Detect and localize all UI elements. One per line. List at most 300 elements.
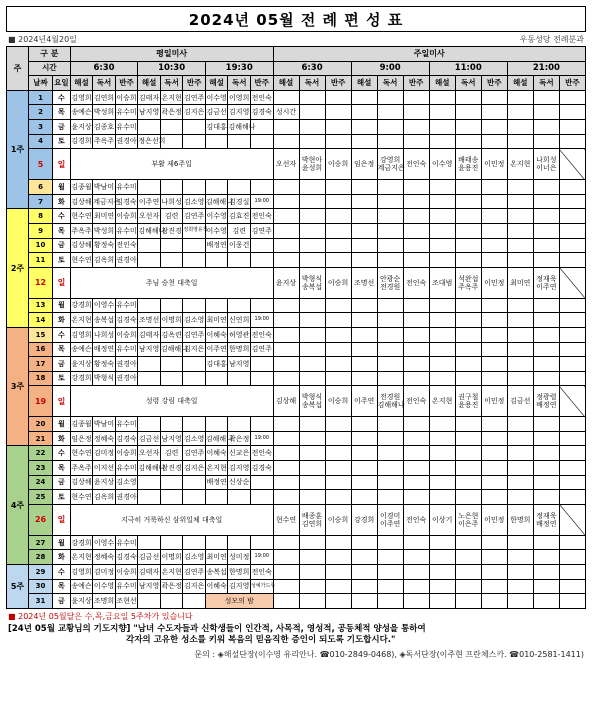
empty-cell: [351, 238, 377, 253]
minister-cell: 임은정: [70, 431, 93, 446]
empty-cell: [325, 180, 351, 195]
empty-cell: [351, 550, 377, 565]
dow-cell: 토: [53, 490, 71, 505]
empty-cell: [429, 475, 455, 490]
date-cell: 9: [28, 223, 52, 238]
minister-cell: 김영희: [70, 565, 93, 580]
empty-cell: [455, 535, 481, 550]
minister-cell: [138, 180, 161, 195]
minister-cell: [228, 180, 251, 195]
empty-cell: [559, 565, 585, 580]
minister-cell: 이수영: [205, 223, 228, 238]
minister-cell: [183, 180, 206, 195]
reader-pair-cell: [377, 504, 403, 535]
role-header: 반주: [403, 76, 429, 91]
empty-cell: [533, 194, 559, 209]
empty-cell: [559, 223, 585, 238]
empty-cell: [533, 565, 559, 580]
empty-cell: [429, 446, 455, 461]
date-cell: 18: [28, 371, 52, 386]
table-row: [7, 594, 586, 609]
empty-cell: [377, 119, 403, 134]
minister-cell: 이수영: [93, 579, 116, 594]
dow-cell: 화: [53, 313, 71, 328]
reader-name: 배종훈: [301, 511, 323, 520]
dow-cell: 금: [53, 594, 71, 609]
minister-cell: 윤지상: [273, 267, 299, 298]
minister-cell: 이혜숙: [205, 579, 228, 594]
minister-cell: 온지현: [160, 565, 183, 580]
minister-cell: 이주연: [138, 194, 161, 209]
minister-cell: [250, 475, 273, 490]
empty-cell: [351, 490, 377, 505]
minister-cell: 유수미: [115, 119, 138, 134]
empty-cell: [273, 313, 299, 328]
minister-cell: 김지영: [228, 461, 251, 476]
organization: 우동성당 전례분과: [519, 34, 584, 44]
empty-cell: [533, 446, 559, 461]
minister-cell: [183, 298, 206, 313]
empty-cell: [559, 313, 585, 328]
minister-cell: [183, 535, 206, 550]
minister-cell: 현수연: [273, 504, 299, 535]
minister-cell: [250, 253, 273, 268]
minister-cell: 권경아: [115, 134, 138, 149]
empty-cell: [351, 105, 377, 120]
empty-cell: [481, 475, 507, 490]
reader-pair-cell: [377, 149, 403, 180]
reader-name: 이너은: [536, 164, 557, 173]
minister-cell: 송예슨: [70, 105, 93, 120]
minister-cell: [138, 490, 161, 505]
empty-cell: [429, 565, 455, 580]
empty-cell: [559, 194, 585, 209]
reader-name: 윤성희: [301, 164, 323, 173]
week-label: 1주: [7, 90, 29, 209]
feast-name: 성령 강림 대축일: [70, 386, 273, 417]
empty-cell: [533, 342, 559, 357]
empty-cell: [377, 565, 403, 580]
reader-name: 김연희: [301, 519, 323, 528]
empty-cell: [455, 342, 481, 357]
minister-cell: 송복섭: [205, 565, 228, 580]
minister-cell: 김태자: [138, 90, 161, 105]
sunday-mass-header: 주일미사: [273, 47, 586, 62]
minister-cell: 온지현: [429, 386, 455, 417]
empty-cell: [403, 342, 429, 357]
empty-cell: [533, 119, 559, 134]
empty-cell: [351, 342, 377, 357]
reader-name: 배태송: [458, 156, 479, 165]
minister-cell: [250, 490, 273, 505]
minister-cell: 이수영: [429, 149, 455, 180]
empty-cell: [481, 253, 507, 268]
date-cell: 10: [28, 238, 52, 253]
empty-cell: [429, 134, 455, 149]
empty-cell: [481, 313, 507, 328]
minister-cell: 신연희: [228, 313, 251, 328]
dow-cell: 수: [53, 327, 71, 342]
role-header: 반주: [325, 76, 351, 91]
empty-cell: [299, 550, 325, 565]
prayer-line-2: 각자의 고유한 성소를 키워 복음의 믿음직한 증인이 되도록 기도합시다.": [126, 635, 396, 646]
minister-cell: 윤지상: [70, 594, 93, 609]
empty-cell: [325, 371, 351, 386]
empty-cell: [377, 357, 403, 372]
dow-cell: 금: [53, 119, 71, 134]
prayer-intention: [8, 624, 584, 647]
empty-cell: [377, 105, 403, 120]
minister-cell: [205, 490, 228, 505]
minister-cell: 김해해나: [205, 431, 228, 446]
date-cell: 19: [28, 386, 52, 417]
empty-cell: [273, 446, 299, 461]
minister-cell: [183, 238, 206, 253]
empty-cell: [429, 461, 455, 476]
minister-cell: 김지은: [183, 105, 206, 120]
minister-cell: [228, 298, 251, 313]
empty-cell: [507, 119, 533, 134]
date-col-header: 날짜: [28, 76, 52, 91]
empty-cell: [325, 119, 351, 134]
empty-cell: [351, 579, 377, 594]
empty-cell: [429, 417, 455, 432]
empty-cell: [403, 535, 429, 550]
week-label: 3주: [7, 327, 29, 446]
dow-cell: 목: [53, 105, 71, 120]
empty-cell: [325, 194, 351, 209]
minister-cell: 전인숙: [403, 504, 429, 535]
minister-cell: 이혜숙: [205, 327, 228, 342]
empty-cell: [351, 298, 377, 313]
dow-cell: 목: [53, 223, 71, 238]
minister-cell: 김옥련: [160, 327, 183, 342]
empty-cell: [429, 223, 455, 238]
role-header: 반주: [115, 76, 138, 91]
empty-cell: [533, 431, 559, 446]
minister-cell: 박성희: [93, 223, 116, 238]
minister-cell: 이주연: [351, 386, 377, 417]
minister-cell: 이웅건: [228, 238, 251, 253]
meta-row: [6, 32, 586, 46]
minister-cell: 김지은: [183, 579, 206, 594]
empty-cell: [481, 550, 507, 565]
empty-cell: [559, 209, 585, 224]
minister-cell: 권경아: [115, 490, 138, 505]
empty-cell: [481, 371, 507, 386]
dow-cell: 토: [53, 253, 71, 268]
empty-cell: [273, 238, 299, 253]
minister-cell: 윤지상: [93, 475, 116, 490]
table-row: [7, 267, 586, 298]
empty-cell: [273, 90, 299, 105]
minister-cell: 송복섭: [93, 313, 116, 328]
empty-cell: [273, 223, 299, 238]
weekday-time: 10:30: [138, 61, 206, 76]
empty-cell: [429, 431, 455, 446]
minister-cell: 조현선: [115, 594, 138, 609]
empty-cell: [325, 298, 351, 313]
minister-cell: 김지영: [228, 105, 251, 120]
reader-name: 석완섭: [458, 274, 479, 283]
date-cell: 24: [28, 475, 52, 490]
reader-name: 이은주: [458, 519, 479, 528]
role-header: 독서: [228, 76, 251, 91]
empty-cell: [481, 105, 507, 120]
empty-cell: [325, 535, 351, 550]
minister-cell: [183, 371, 206, 386]
empty-cell: [325, 253, 351, 268]
minister-cell: 김경숙: [250, 461, 273, 476]
empty-cell: [481, 461, 507, 476]
minister-cell: 이주연: [205, 342, 228, 357]
empty-cell: [403, 446, 429, 461]
minister-cell: 나희성: [93, 327, 116, 342]
minister-cell: 강경희: [70, 535, 93, 550]
role-header: 반주: [183, 76, 206, 91]
empty-cell: [559, 253, 585, 268]
minister-cell: 오선자: [138, 209, 161, 224]
empty-cell: [377, 490, 403, 505]
reader-pair-cell: [377, 386, 403, 417]
empty-cell: [299, 90, 325, 105]
empty-cell: [325, 431, 351, 446]
minister-cell: [160, 535, 183, 550]
table-row: [7, 253, 586, 268]
empty-cell: [273, 535, 299, 550]
week-label: 2주: [7, 209, 29, 328]
empty-cell: [351, 327, 377, 342]
empty-cell: [507, 461, 533, 476]
minister-cell: 이수영: [205, 209, 228, 224]
minister-cell: [160, 490, 183, 505]
minister-cell: 이혜숙: [205, 446, 228, 461]
minister-cell: [205, 417, 228, 432]
empty-cell: [481, 417, 507, 432]
empty-cell: [533, 490, 559, 505]
empty-cell: [455, 550, 481, 565]
empty-cell: [507, 446, 533, 461]
empty-cell: [325, 550, 351, 565]
dow-cell: 일: [53, 386, 71, 417]
minister-cell: 이영희: [228, 90, 251, 105]
empty-cell: [325, 490, 351, 505]
empty-cell: [481, 342, 507, 357]
minister-cell: 김금선: [205, 105, 228, 120]
empty-cell: [507, 371, 533, 386]
empty-cell: [559, 550, 585, 565]
weekday-time: 6:30: [70, 61, 138, 76]
minister-cell: 이승희: [115, 327, 138, 342]
reader-name: 권구철: [458, 393, 479, 402]
minister-cell: 이승희: [115, 565, 138, 580]
minister-cell: 전인숙: [250, 209, 273, 224]
date-cell: 1: [28, 90, 52, 105]
empty-cell: [429, 535, 455, 550]
prayer-line-1: [24년 05월 교황님의 기도지향] "남녀 수도자들과 신학생들이 인간적, 사목적, 영성적, 공동체적 양성을 통하여: [8, 623, 426, 634]
empty-cell: [455, 223, 481, 238]
empty-cell: [351, 313, 377, 328]
minister-cell: 김경실: [228, 194, 251, 209]
role-header: 반주: [559, 76, 585, 91]
empty-cell: [299, 565, 325, 580]
reader-name: 전경원: [379, 393, 401, 402]
empty-cell: [325, 313, 351, 328]
empty-cell: [351, 371, 377, 386]
empty-cell: [455, 238, 481, 253]
minister-cell: 김연주: [183, 327, 206, 342]
empty-cell: [429, 180, 455, 195]
minister-cell: 온지현: [160, 90, 183, 105]
dow-cell: 목: [53, 342, 71, 357]
date-cell: 4: [28, 134, 52, 149]
empty-cell: [403, 417, 429, 432]
empty-cell: [377, 579, 403, 594]
minister-cell: 김영희: [70, 327, 93, 342]
empty-cell: [299, 194, 325, 209]
empty-cell: [507, 535, 533, 550]
minister-cell: 배정연: [205, 475, 228, 490]
empty-cell: [325, 461, 351, 476]
date-cell: 23: [28, 461, 52, 476]
reader-pair-cell: [299, 267, 325, 298]
date-cell: 11: [28, 253, 52, 268]
empty-cell: [455, 253, 481, 268]
minister-cell: 송예슨: [70, 342, 93, 357]
minister-cell: 김연주: [183, 209, 206, 224]
minister-cell: 이승희: [115, 209, 138, 224]
empty-cell: [299, 490, 325, 505]
empty-cell: [533, 238, 559, 253]
empty-cell: [455, 431, 481, 446]
minister-cell: 정은선희: [138, 134, 161, 149]
empty-cell: [455, 194, 481, 209]
table-row: [7, 550, 586, 565]
minister-cell: [183, 253, 206, 268]
minister-cell: 이민정: [481, 386, 507, 417]
minister-cell: 이민정: [481, 504, 507, 535]
empty-cell: [377, 371, 403, 386]
minister-cell: 성예가드루: [250, 579, 273, 594]
empty-cell: [559, 594, 585, 609]
minister-cell: 김경숙: [115, 313, 138, 328]
empty-cell: [507, 223, 533, 238]
dow-cell: 수: [53, 446, 71, 461]
empty-cell: [403, 313, 429, 328]
empty-cell: [403, 223, 429, 238]
minister-cell: [160, 238, 183, 253]
empty-cell: [429, 313, 455, 328]
minister-cell: [160, 119, 183, 134]
minister-cell: [205, 298, 228, 313]
empty-cell: [325, 238, 351, 253]
minister-cell: 주옥주: [70, 461, 93, 476]
empty-cell: [351, 180, 377, 195]
empty-cell: [325, 223, 351, 238]
empty-cell: [325, 209, 351, 224]
empty-cell: [351, 417, 377, 432]
minister-cell: 최미연: [507, 267, 533, 298]
empty-cell: [533, 579, 559, 594]
role-header: 해설: [351, 76, 377, 91]
empty-cell: [273, 253, 299, 268]
minister-cell: 허영관: [228, 327, 251, 342]
reader-name: 김해해나: [377, 401, 405, 410]
empty-cell: [559, 535, 585, 550]
empty-cell: [299, 579, 325, 594]
empty-cell: [351, 253, 377, 268]
minister-cell: 19:00: [250, 313, 273, 328]
minister-cell: 최미연: [205, 313, 228, 328]
empty-cell: [533, 298, 559, 313]
empty-cell: [559, 357, 585, 372]
empty-cell: [377, 134, 403, 149]
empty-cell: [429, 253, 455, 268]
empty-cell: [559, 119, 585, 134]
empty-cell: [351, 223, 377, 238]
dow-cell: 목: [53, 579, 71, 594]
empty-cell: [403, 90, 429, 105]
minister-cell: 이민정: [481, 149, 507, 180]
empty-cell: [481, 327, 507, 342]
minister-cell: [250, 238, 273, 253]
empty-cell: [507, 475, 533, 490]
minister-cell: 윤지상: [70, 119, 93, 134]
table-row: [7, 504, 586, 535]
empty-cell: [273, 134, 299, 149]
minister-cell: 현수연: [70, 209, 93, 224]
empty-cell: [559, 417, 585, 432]
empty-cell: [429, 579, 455, 594]
empty-cell: [273, 475, 299, 490]
empty-cell: [455, 134, 481, 149]
minister-cell: 김련: [228, 223, 251, 238]
minister-cell: 한명희: [228, 565, 251, 580]
empty-cell: [507, 594, 533, 609]
minister-cell: 이승희: [325, 267, 351, 298]
empty-cell: [273, 180, 299, 195]
role-header: 독서: [377, 76, 403, 91]
minister-cell: 곽은정: [160, 105, 183, 120]
minister-cell: 성미정: [228, 550, 251, 565]
empty-cell: [507, 238, 533, 253]
empty-cell: [455, 417, 481, 432]
minister-cell: 남지영: [138, 342, 161, 357]
empty-cell: [299, 417, 325, 432]
empty-cell: [403, 134, 429, 149]
minister-cell: 김대홍: [205, 119, 228, 134]
empty-cell: [299, 253, 325, 268]
minister-cell: 김경숙: [115, 431, 138, 446]
empty-cell: [559, 431, 585, 446]
date-cell: 21: [28, 431, 52, 446]
minister-cell: 유수미: [115, 105, 138, 120]
role-header: 독서: [160, 76, 183, 91]
reader-name: 강영희: [379, 156, 401, 165]
minister-cell: 강경희: [351, 504, 377, 535]
minister-cell: 장진경: [160, 461, 183, 476]
empty-cell: [455, 490, 481, 505]
empty-cell: [377, 238, 403, 253]
minister-cell: 김상해: [70, 475, 93, 490]
minister-cell: [228, 371, 251, 386]
table-row: [7, 298, 586, 313]
reader-name: 나희성: [536, 156, 557, 165]
empty-cell: [481, 579, 507, 594]
empty-cell: [403, 461, 429, 476]
minister-cell: [250, 371, 273, 386]
minister-cell: 김소영: [183, 431, 206, 446]
